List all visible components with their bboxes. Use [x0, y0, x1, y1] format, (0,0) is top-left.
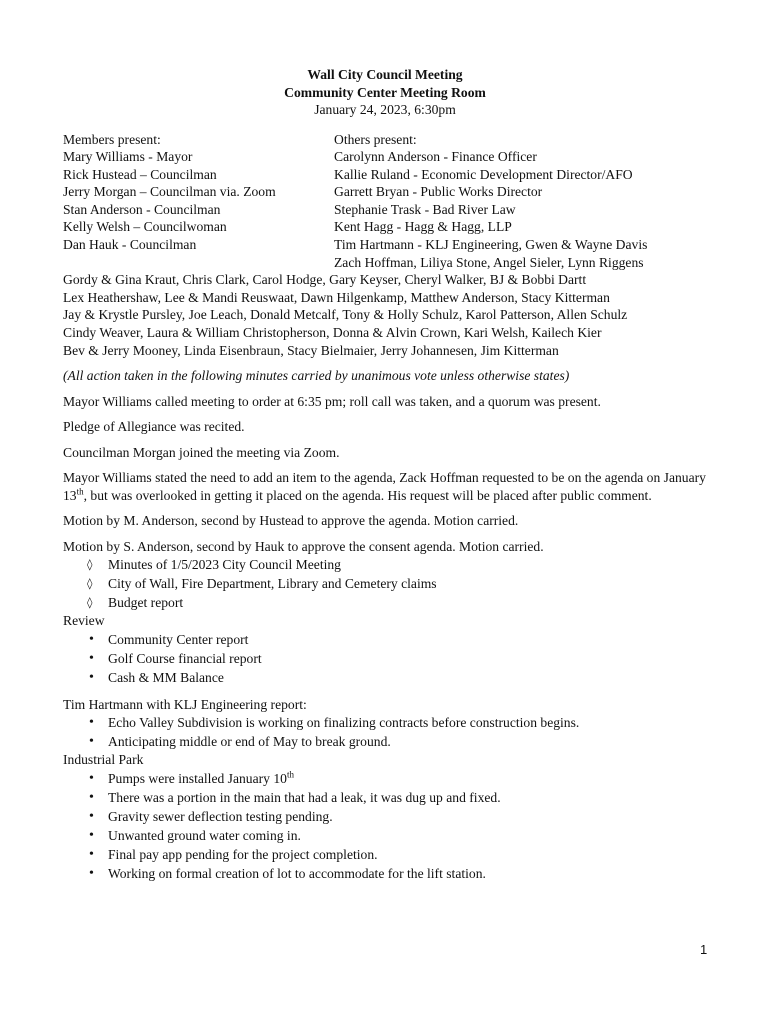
members-heading: Members present: — [63, 131, 161, 147]
member-item: Rick Hustead – Councilman — [63, 166, 217, 182]
list-item: • There was a portion in the main that had a leak, it was dug up and fixed. — [63, 788, 713, 807]
attendance-section — [63, 131, 713, 272]
other-item: Tim Hartmann - KLJ Engineering, Gwen & Wayne Davis — [334, 237, 648, 253]
klj-heading: Tim Hartmann with KLJ Engineering report: — [63, 696, 307, 712]
list-item: • Gravity sewer deflection testing pending. — [63, 807, 713, 826]
member-item: Jerry Morgan – Councilman via. Zoom — [63, 184, 276, 200]
industrial-items-list — [63, 769, 713, 883]
others-present — [334, 131, 713, 272]
attendee-line: Bev & Jerry Mooney, Linda Eisenbraun, Stacy Bielmaier, Jerry Johannesen, Jim Kitterman — [63, 342, 559, 358]
document-page — [63, 66, 713, 883]
other-item: Kent Hagg - Hagg & Hagg, LLP — [334, 219, 512, 235]
list-item: • Final pay app pending for the project completion. — [63, 845, 713, 864]
consent-items-list — [63, 555, 713, 612]
list-item: ◊ City of Wall, Fire Department, Library and Cemetery claims — [63, 574, 713, 593]
list-item: • Cash & MM Balance — [63, 668, 713, 687]
member-item: Kelly Welsh – Councilwoman — [63, 219, 227, 235]
page-number: 1 — [700, 942, 708, 957]
list-item: ◊ Minutes of 1/5/2023 City Council Meeting — [63, 555, 713, 574]
members-present — [63, 131, 334, 272]
pumps-text: Pumps were installed January 10 — [108, 770, 287, 786]
industrial-park-heading: Industrial Park — [63, 752, 144, 768]
member-item: Mary Williams - Mayor — [63, 149, 193, 165]
agenda-addition-sup: th — [76, 486, 84, 497]
list-item: • Golf Course financial report — [63, 649, 713, 668]
list-item: • Community Center report — [63, 630, 713, 649]
list-item: • Working on formal creation of lot to accommodate for the lift station. — [63, 864, 713, 883]
attendee-line: Jay & Krystle Pursley, Joe Leach, Donald Metcalf, Tony & Holly Schulz, Karol Patterson, Allen Schulz — [63, 307, 628, 323]
attendee-line: Cindy Weaver, Laura & William Christopherson, Donna & Alvin Crown, Kari Welsh, Kailech Kier — [63, 325, 602, 341]
zoom-join-text: Councilman Morgan joined the meeting via Zoom. — [63, 444, 340, 460]
call-to-order: Mayor Williams called meeting to order at 6:35 pm; roll call was taken, and a quorum was present. — [63, 393, 601, 409]
list-item: ◊ Budget report — [63, 593, 713, 612]
list-item: • Anticipating middle or end of May to break ground. — [63, 732, 713, 751]
pledge-text: Pledge of Allegiance was recited. — [63, 419, 245, 435]
list-item: • Unwanted ground water coming in. — [63, 826, 713, 845]
vote-note: (All action taken in the following minutes carried by unanimous vote unless otherwise states) — [63, 368, 570, 384]
meeting-date: January 24, 2023, 6:30pm — [314, 102, 456, 117]
agenda-addition-part1: Mayor Williams stated the need to add an item to the agenda, Zack Hoffman requested to be on the agenda on January 13 — [63, 470, 706, 503]
motion-consent: Motion by S. Anderson, second by Hauk to approve the consent agenda. Motion carried. — [63, 538, 544, 554]
others-continuation — [63, 271, 713, 359]
meeting-location: Community Center Meeting Room — [284, 84, 486, 100]
klj-items-list — [63, 713, 713, 751]
review-items-list — [63, 630, 713, 687]
others-heading: Others present: — [334, 131, 417, 147]
other-item: Carolynn Anderson - Finance Officer — [334, 149, 537, 165]
list-item: • Echo Valley Subdivision is working on finalizing contracts before construction begins. — [63, 713, 713, 732]
meeting-title: Wall City Council Meeting — [307, 67, 463, 82]
attendee-line: Gordy & Gina Kraut, Chris Clark, Carol Hodge, Gary Keyser, Cheryl Walker, BJ & Bobbi Dartt — [63, 272, 587, 288]
review-heading: Review — [63, 613, 105, 629]
other-item: Stephanie Trask - Bad River Law — [334, 201, 516, 217]
document-header — [63, 66, 707, 119]
agenda-addition-part2: , but was overlooked in getting it placed on the agenda. His request will be placed after public comment. — [83, 487, 652, 503]
other-item: Kallie Ruland - Economic Development Director/AFO — [334, 166, 633, 182]
pumps-sup: th — [286, 769, 294, 780]
other-item: Garrett Bryan - Public Works Director — [334, 184, 543, 200]
motion-agenda: Motion by M. Anderson, second by Hustead to approve the agenda. Motion carried. — [63, 513, 519, 529]
member-item: Stan Anderson - Councilman — [63, 201, 221, 217]
member-item: Dan Hauk - Councilman — [63, 237, 197, 253]
other-item: Zach Hoffman, Liliya Stone, Angel Sieler, Lynn Riggens — [334, 254, 644, 270]
attendee-line: Lex Heathershaw, Lee & Mandi Reuswaat, Dawn Hilgenkamp, Matthew Anderson, Stacy Kitterman — [63, 289, 610, 305]
agenda-addition — [63, 469, 713, 504]
list-item — [63, 769, 713, 788]
